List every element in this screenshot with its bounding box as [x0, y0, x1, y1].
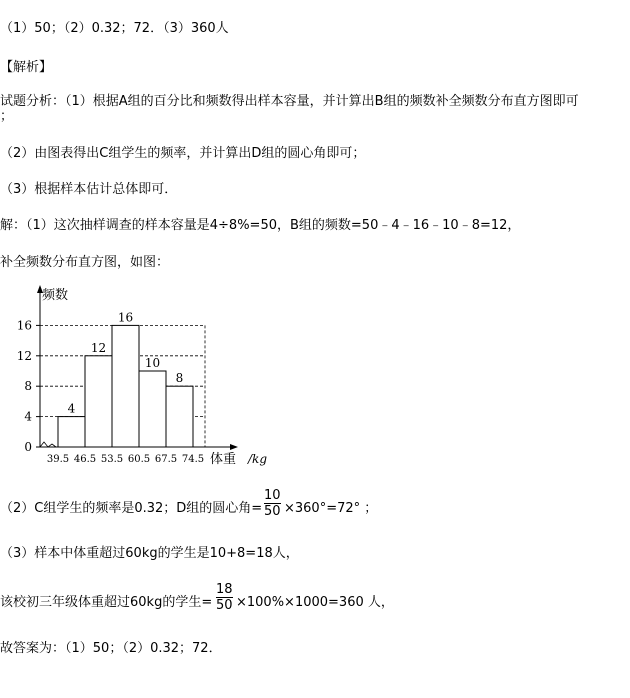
final-answer: 故答案为：（1）50；（2）0.32；72．: [0, 641, 222, 656]
part2-prefix: （2）C组学生的频率是0.32；D组的圆心角=: [0, 501, 263, 516]
y-tick-label: 8: [24, 379, 32, 394]
part3-fraction: [216, 582, 233, 613]
histogram-bar: [139, 371, 166, 447]
y-tick-label: 12: [16, 348, 32, 363]
solution-line-2: 补全频数分布直方图，如图：: [0, 255, 170, 270]
histogram-bar: [58, 417, 85, 447]
analysis-line-2: （2）由图表得出C组学生的频率，并计算出D组的圆心角即可；: [0, 146, 366, 161]
part3-fraction-denominator: 50: [216, 598, 233, 613]
x-tick-label: 67.5: [154, 454, 178, 465]
part2-fraction-denominator: 50: [264, 504, 281, 519]
part3-line: （3）样本中体重超过60kg的学生是10+8=18人，: [0, 546, 299, 561]
y-tick-label: 16: [16, 318, 32, 333]
histogram-bar: [85, 356, 112, 447]
analysis-line-3: （3）根据样本估计总体即可．: [0, 182, 178, 197]
y-tick-label: 0: [24, 440, 32, 454]
x-tick-label: 39.5: [46, 454, 70, 465]
analysis-line-1-cont: ；: [0, 109, 14, 124]
bar-value-label: 4: [67, 401, 76, 416]
x-axis-arrow: [230, 444, 238, 450]
y-axis-label: 频数: [42, 288, 69, 303]
x-tick-label: 46.5: [73, 454, 97, 465]
histogram-chart: [0, 285, 300, 475]
x-tick-label: 53.5: [100, 454, 124, 465]
x-tick-label: 60.5: [127, 454, 151, 465]
part2-fraction-numerator: 10: [264, 488, 281, 503]
analysis-line-1: 试题分析：（1）根据A组的百分比和频数得出样本容量，并计算出B组的频数补全频数分布直方图即可: [0, 94, 579, 109]
part3-suffix: ×100%×1000=360 人，: [236, 595, 394, 610]
axis-break: [40, 442, 56, 447]
bar-value-label: 12: [90, 340, 107, 355]
histogram-bar: [166, 386, 193, 447]
part2-suffix: ×360°=72° ；: [284, 501, 378, 516]
section-title: 【解析】: [0, 60, 53, 75]
x-axis-unit: /kg: [248, 452, 267, 466]
part3-fraction-numerator: 18: [216, 582, 233, 597]
bar-value-label: 16: [117, 310, 134, 325]
bar-value-label: 8: [175, 371, 184, 386]
histogram-bar: [112, 325, 139, 447]
x-tick-label: 74.5: [181, 454, 205, 465]
part2-fraction: [264, 488, 281, 519]
x-axis-label: 体重: [210, 452, 237, 467]
solution-line-1: 解：（1）这次抽样调查的样本容量是4÷8%=50，B组的频数=50﹣4﹣16﹣10﹣8=12，: [0, 218, 521, 233]
bar-value-label: 10: [144, 356, 161, 370]
part3-prefix: 该校初三年级体重超过60kg的学生=: [0, 595, 213, 610]
y-tick-label: 4: [24, 409, 32, 424]
answer-line: （1）50；（2）0.32；72．（3）360人: [0, 21, 229, 36]
